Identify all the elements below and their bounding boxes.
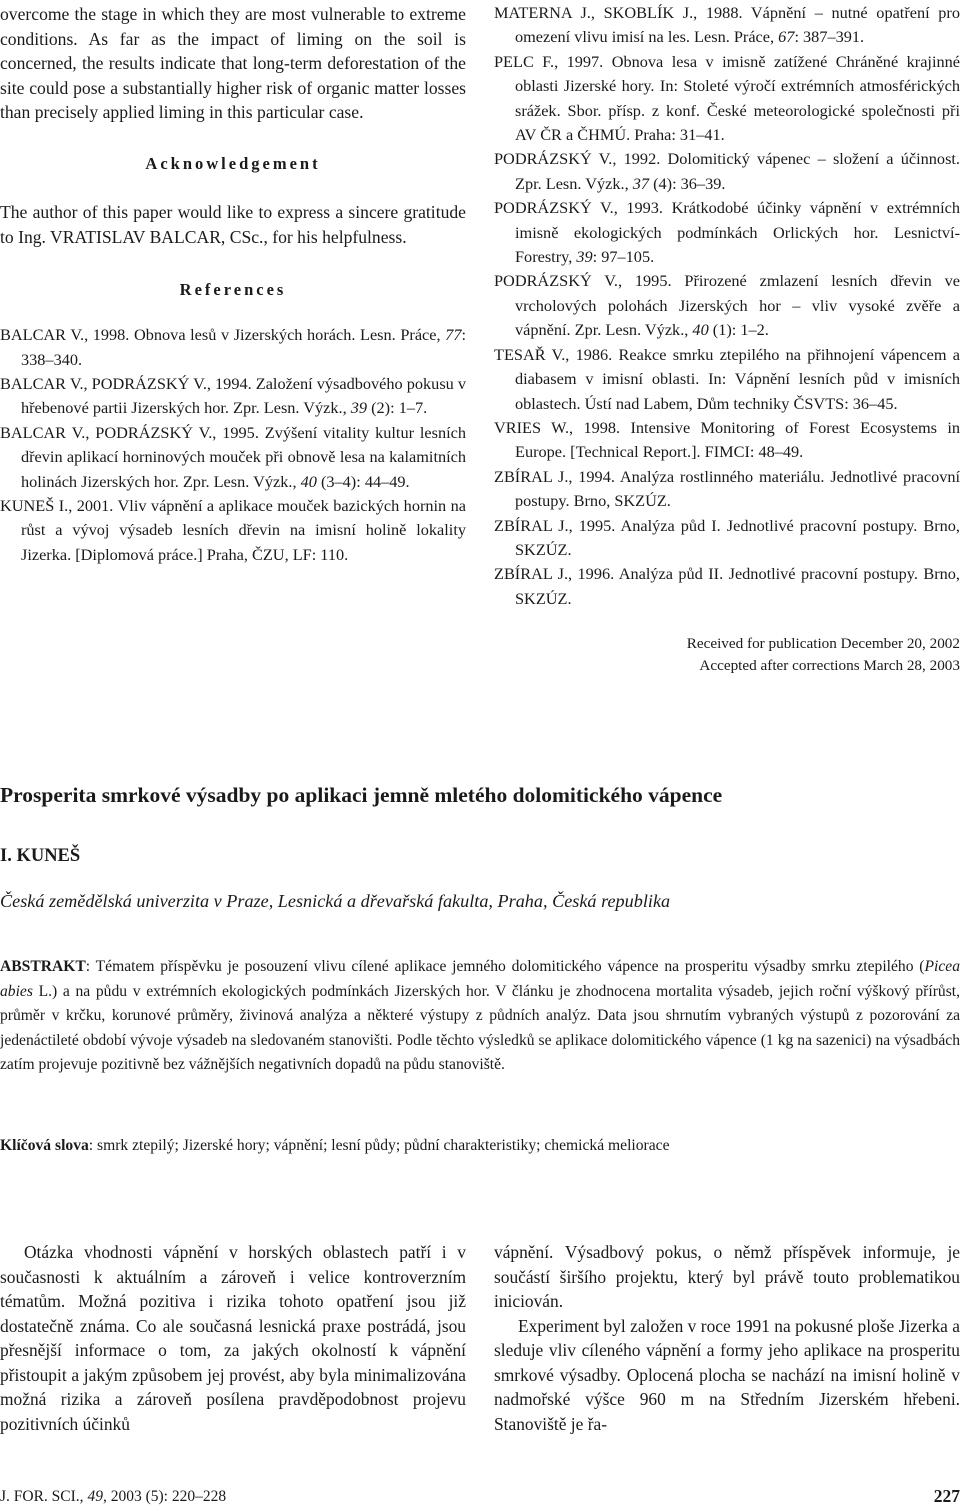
reference-item (494, 147, 960, 196)
reference-item (494, 50, 960, 148)
reference-text: Analýza rostlinného materiálu. Jednotlivé pracovní postupy. Brno, SKZÚZ. (515, 466, 960, 511)
reference-item (494, 514, 960, 563)
reference-pages: : 97–105. (592, 247, 655, 267)
received-notice (494, 633, 960, 677)
reference-pages: (4): 36–39. (649, 173, 726, 193)
reference-volume: 39 (350, 398, 368, 418)
reference-text: Dolomitický vápenec – složení a účinnost. Zpr. Lesn. Výzk., (515, 149, 960, 193)
reference-item (494, 1, 960, 50)
reference-author: ZBÍRAL J., 1995. (494, 515, 616, 535)
reference-text: Vliv vápnění a aplikace mouček bazických hornin na růst a vývoj výsadeb lesních dřevin na imisní holině lokality Jizerka. [Diplomová práce.] Praha, ČZU, LF: 110. (21, 496, 467, 564)
reference-text: Obnova lesů v Jizerských horách. Lesn. Práce, (134, 325, 441, 345)
keywords-text: : smrk ztepilý; Jizerské hory; vápnění; lesní půdy; půdní charakteristiky; chemická meliorace (88, 1137, 670, 1154)
body-paragraph-1: Otázka vhodnosti vápnění v horských oblastech patří i v současnosti k aktuálním a zároveň i velice kontroverzním tématům. Možná pozitiva i rizika tohoto opatření jsou již dostatečně známa. Co ale současná lesnická praxe postrádá, jsou přesnější informace o tom, za jakých okolností k vápnění přistoupit a jakým způsobem jej provést, aby byla minimalizována možná rizika a zároveň posílena pravděpodobnost projevu pozitivních účinků (0, 1242, 466, 1434)
reference-author: ZBÍRAL J., 1996. (494, 564, 615, 584)
reference-text: Analýza půd I. Jednotlivé pracovní postupy. Brno, SKZÚZ. (515, 515, 960, 559)
body-paragraph-3: Experiment byl založen v roce 1991 na pokusné ploše Jizerka a sleduje vliv cíleného vápnění a formy jeho aplikace na prosperitu smrkové výsadby. Oplocená plocha se nachází na imisní holině v nadmořské výšce 960 m na Středním Jizerském hřebeni. Stanoviště je řa- (494, 1315, 960, 1434)
reference-item (0, 494, 466, 567)
reference-item (494, 343, 960, 416)
journal-volume: 49 (87, 1488, 103, 1505)
abstract-text-2: L.) a na půdu v extrémních ekologických podmínkách Jizerských hor. V článku je zhodnocena mortalita výsadeb, jejich roční výškový přírůst, průměr v krčku, korunové průměry, živinová analýza a některé výstupy z půdních analýz. Data jsou shrnutím vybraných výstupů z pozorování za jedenáctileté období vývoje výsadeb na sledovaném stanovišti. Podle těchto výsledků se aplikace dolomitického vápence (1 kg na sazenici) na výsadbách zatím projevuje pozitivně bez vážnějších negativních dopadů na půdu stanoviště. (0, 982, 960, 1074)
reference-item (0, 323, 466, 372)
article-author: I. KUNEŠ (0, 846, 81, 866)
reference-author: BALCAR V., 1998. (0, 325, 130, 345)
reference-author: VRIES W., 1998. (494, 417, 621, 437)
reference-text: Založení výsadbového pokusu v hřebenové partii Jizerských hor. Zpr. Lesn. Výzk., (21, 373, 467, 418)
abstract (0, 955, 960, 1078)
accepted-date: Accepted after corrections March 28, 2003 (699, 657, 960, 675)
keywords (0, 1135, 960, 1157)
reference-pages: : 387–391. (794, 27, 865, 47)
reference-pages: (1): 1–2. (708, 320, 769, 340)
conclusion-paragraph: overcome the stage in which they are most vulnerable to extreme conditions. As far as the impact of liming on the soil is concerned, the results indicate that long-term deforestation of the site could pose a substantially higher risk of organic matter losses than precisely applied liming in this particular case. (0, 4, 466, 123)
references-heading: References (179, 280, 287, 300)
reference-volume: 67 (778, 27, 795, 47)
references-list-right (494, 1, 960, 611)
reference-text: Obnova lesa v imisně zatížené Chráněné krajinné oblasti Jizerské hory. In: Stoleté výročí extrémních atmosférických srážek. Sbor. přísp. z konf. České meteorologické společnosti při AV ČR a ČHMÚ. Praha: 31–41. (515, 51, 960, 145)
left-column (0, 0, 466, 567)
reference-author: TESAŘ V., 1986. (494, 344, 613, 364)
journal-name: J. FOR. SCI., (0, 1488, 88, 1505)
reference-item (494, 196, 960, 269)
reference-item (0, 421, 466, 494)
reference-author: PODRÁZSKÝ V., 1992. (494, 149, 661, 169)
reference-text: Krátkodobé účinky vápnění v extrémních imisně ekologických podmínkách Orlických hor. Lesnictví-Forestry, (515, 198, 960, 267)
reference-volume: 77 (445, 325, 462, 345)
body-left-column (0, 1240, 466, 1436)
reference-item (0, 372, 466, 421)
reference-volume: 37 (632, 173, 650, 193)
reference-volume: 39 (576, 247, 593, 267)
reference-author: KUNEŠ I., 2001. (0, 496, 114, 515)
body-paragraph-2: vápnění. Výsadbový pokus, o němž příspěvek informuje, je součástí širšího projektu, který byl právě touto problematikou iniciován. (494, 1242, 960, 1311)
reference-item (494, 465, 960, 514)
journal-issue: , 2003 (5): 220–228 (102, 1488, 227, 1505)
reference-author: MATERNA J., SKOBLÍK J., 1988. (494, 3, 743, 22)
reference-author: ZBÍRAL J., 1994. (494, 466, 615, 486)
article-affiliation: Česká zemědělská univerzita v Praze, Lesnická a dřevařská fakulta, Praha, Česká republika (0, 891, 671, 911)
page-number: 227 (933, 1486, 960, 1506)
abstract-species: Picea abies (0, 958, 960, 1000)
reference-text: Intensive Monitoring of Forest Ecosystems in Europe. [Technical Report.]. FIMCI: 48–49. (515, 417, 960, 462)
acknowledgement-text: The author of this paper would like to express a sincere gratitude to Ing. VRATISLAV BALCAR, CSc., for his helpfulness. (0, 201, 466, 247)
references-list-left (0, 323, 466, 567)
abstract-label: ABSTRAKT (0, 958, 86, 975)
abstract-text-1: : Tématem příspěvku je posouzení vlivu cílené aplikace jemného dolomitického vápence na prosperitu výsadby smrku ztepilého ( (85, 958, 925, 975)
reference-author: PODRÁZSKÝ V., 1995. (494, 271, 672, 291)
keywords-label: Klíčová slova (0, 1137, 89, 1154)
reference-author: PELC F., 1997. (494, 51, 604, 71)
acknowledgement-heading: Acknowledgement (145, 153, 321, 173)
journal-citation (0, 1488, 226, 1506)
reference-pages: (2): 1–7. (367, 398, 428, 418)
received-date: Received for publication December 20, 2002 (686, 635, 960, 653)
reference-author: BALCAR V., PODRÁZSKÝ V., 1995. (0, 422, 259, 442)
reference-author: PODRÁZSKÝ V., 1993. (494, 198, 663, 218)
reference-text: Zvýšení vitality kultur lesních dřevin aplikací horninových mouček při obnově lesa na kalamitních holinách Jizerských hor. Zpr. Lesn. Výzk., (21, 422, 467, 491)
reference-pages: : 338–340. (21, 325, 466, 369)
reference-item (494, 416, 960, 465)
reference-text: Přirozené zmlazení lesních dřevin ve vrcholových polohách Jizerských hor – vliv vysoké zvěře a vápnění. Zpr. Lesn. Výzk., (515, 271, 960, 340)
reference-text: Vápnění – nutné opatření pro omezení vlivu imisí na les. Lesn. Práce, (515, 3, 960, 47)
reference-volume: 40 (692, 320, 709, 340)
reference-pages: (3–4): 44–49. (316, 471, 410, 491)
article-title: Prosperita smrkové výsadby po aplikaci jemně mletého dolomitického vápence (0, 783, 723, 807)
reference-item (494, 562, 960, 611)
reference-volume: 40 (300, 471, 317, 491)
reference-text: Analýza půd II. Jednotlivé pracovní postupy. Brno, SKZÚZ. (515, 564, 960, 608)
reference-text: Reakce smrku ztepilého na přihnojení vápencem a diabasem v imisní oblasti. In: Vápnění lesních půd v imisních oblastech. Ústí nad Labem, Dům techniky ČSVTS: 36–45. (515, 344, 960, 413)
right-column (494, 1, 960, 677)
body-right-column (494, 1240, 960, 1436)
reference-item (494, 269, 960, 342)
reference-author: BALCAR V., PODRÁZSKÝ V., 1994. (0, 373, 252, 393)
